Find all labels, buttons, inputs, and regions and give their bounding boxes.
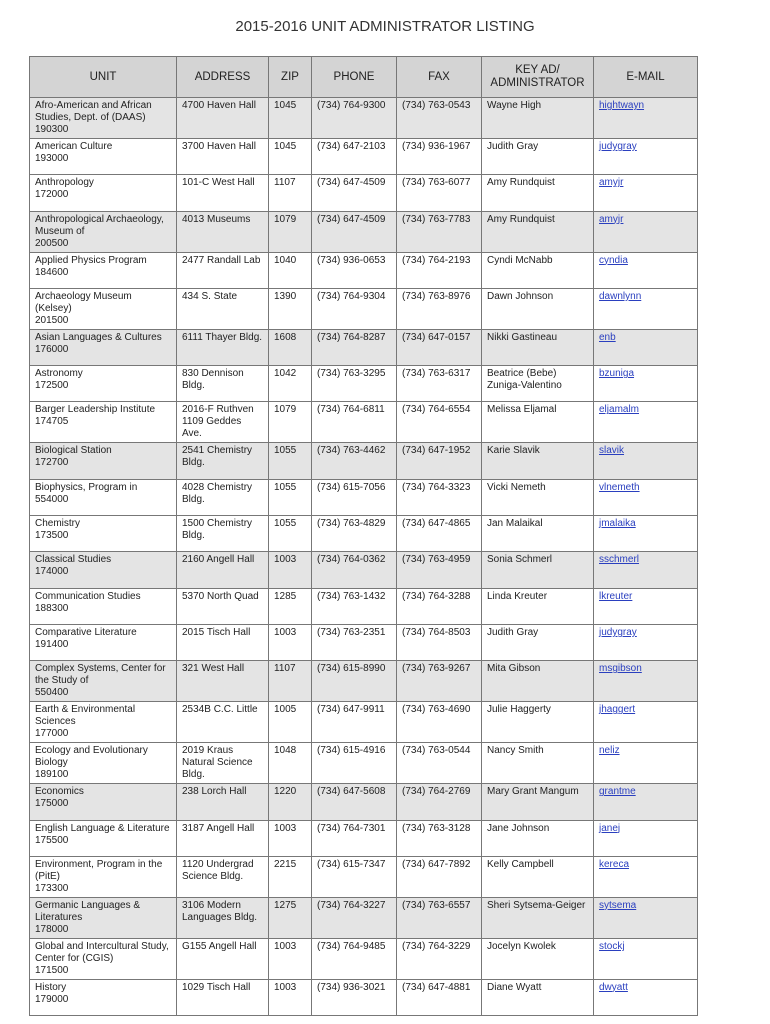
unit-code: 188300 xyxy=(35,602,69,614)
admin-cell: Jocelyn Kwolek xyxy=(482,938,594,979)
email-cell xyxy=(594,784,698,820)
email-link[interactable]: sytsema xyxy=(599,899,637,911)
table-row xyxy=(30,329,698,365)
unit-code: 175500 xyxy=(35,834,69,846)
email-cell xyxy=(594,820,698,856)
email-link[interactable]: amyjr xyxy=(599,213,624,225)
phone-cell: (734) 615-7056 xyxy=(312,479,397,515)
phone-cell: (734) 764-6811 xyxy=(312,402,397,443)
unit-name: Communication Studies xyxy=(35,590,141,602)
phone-cell: (734) 647-9911 xyxy=(312,702,397,743)
unit-cell xyxy=(30,175,177,211)
table-row xyxy=(30,820,698,856)
admin-cell: Jane Johnson xyxy=(482,820,594,856)
admin-cell: Sonia Schmerl xyxy=(482,552,594,588)
zip-cell: 1285 xyxy=(269,588,312,624)
table-row xyxy=(30,897,698,938)
col-header-zip: ZIP xyxy=(269,57,312,98)
unit-code: 178000 xyxy=(35,923,69,935)
address-cell: 321 West Hall xyxy=(177,661,269,702)
admin-cell: Sheri Sytsema-Geiger xyxy=(482,897,594,938)
fax-cell: (734) 763-0544 xyxy=(397,743,482,784)
unit-code: 184600 xyxy=(35,266,69,278)
unit-name: Comparative Literature xyxy=(35,626,137,638)
email-link[interactable]: grantme xyxy=(599,786,636,798)
zip-cell: 1045 xyxy=(269,98,312,139)
zip-cell: 1003 xyxy=(269,624,312,660)
unit-cell xyxy=(30,366,177,402)
address-cell: 238 Lorch Hall xyxy=(177,784,269,820)
fax-cell: (734) 936-1967 xyxy=(397,139,482,175)
unit-name: Global and Intercultural Study, Center for (CGIS) xyxy=(35,940,169,964)
phone-cell: (734) 647-4509 xyxy=(312,175,397,211)
email-link[interactable]: cyndia xyxy=(599,254,628,266)
email-link[interactable]: bzuniga xyxy=(599,368,635,380)
table-row xyxy=(30,252,698,288)
zip-cell: 1608 xyxy=(269,329,312,365)
unit-code: 172500 xyxy=(35,380,69,392)
zip-cell: 1079 xyxy=(269,402,312,443)
unit-name: Environment, Program in the (PitE) xyxy=(35,858,163,882)
fax-cell: (734) 764-3323 xyxy=(397,479,482,515)
unit-cell xyxy=(30,661,177,702)
email-link[interactable]: neliz xyxy=(599,745,620,757)
phone-cell: (734) 936-0653 xyxy=(312,252,397,288)
unit-code: 174000 xyxy=(35,566,69,578)
unit-code: 193000 xyxy=(35,153,69,164)
table-row xyxy=(30,552,698,588)
admin-cell: Julie Haggerty xyxy=(482,702,594,743)
table-row xyxy=(30,743,698,784)
table-row xyxy=(30,443,698,479)
email-link[interactable]: hightwayn xyxy=(599,100,645,111)
zip-cell: 1107 xyxy=(269,661,312,702)
fax-cell: (734) 647-1952 xyxy=(397,443,482,479)
unit-cell xyxy=(30,139,177,175)
address-cell: G155 Angell Hall xyxy=(177,938,269,979)
fax-cell: (734) 763-4959 xyxy=(397,552,482,588)
table-row xyxy=(30,288,698,329)
email-cell xyxy=(594,856,698,897)
zip-cell: 1003 xyxy=(269,552,312,588)
email-cell xyxy=(594,552,698,588)
address-cell: 434 S. State xyxy=(177,288,269,329)
unit-code: 550400 xyxy=(35,687,69,699)
email-cell xyxy=(594,443,698,479)
unit-code: 177000 xyxy=(35,728,69,740)
unit-cell xyxy=(30,588,177,624)
email-cell xyxy=(594,938,698,979)
unit-cell xyxy=(30,702,177,743)
unit-name: Barger Leadership Institute xyxy=(35,404,156,416)
address-cell: 1120 Undergrad Science Bldg. xyxy=(177,856,269,897)
col-header-unit: UNIT xyxy=(30,57,177,98)
unit-name: History xyxy=(35,981,67,993)
table-row xyxy=(30,938,698,979)
admin-cell: Nancy Smith xyxy=(482,743,594,784)
admin-cell: Karie Slavik xyxy=(482,443,594,479)
address-cell: 2016-F Ruthven 1109 Geddes Ave. xyxy=(177,402,269,443)
unit-cell xyxy=(30,938,177,979)
unit-cell xyxy=(30,252,177,288)
col-header-phone: PHONE xyxy=(312,57,397,98)
admin-cell: Diane Wyatt xyxy=(482,979,594,1015)
unit-name: Germanic Languages & Literatures xyxy=(35,899,141,923)
unit-code: 175000 xyxy=(35,798,69,810)
email-link[interactable]: sschmerl xyxy=(599,554,640,566)
email-cell xyxy=(594,479,698,515)
unit-cell xyxy=(30,856,177,897)
email-cell xyxy=(594,743,698,784)
zip-cell: 2215 xyxy=(269,856,312,897)
address-cell: 4013 Museums xyxy=(177,211,269,252)
zip-cell: 1003 xyxy=(269,820,312,856)
table-row xyxy=(30,402,698,443)
admin-cell: Dawn Johnson xyxy=(482,288,594,329)
unit-cell xyxy=(30,743,177,784)
fax-cell: (734) 764-6554 xyxy=(397,402,482,443)
email-cell xyxy=(594,588,698,624)
phone-cell: (734) 615-7347 xyxy=(312,856,397,897)
zip-cell: 1003 xyxy=(269,938,312,979)
fax-cell: (734) 763-3128 xyxy=(397,820,482,856)
admin-cell: Amy Rundquist xyxy=(482,211,594,252)
unit-cell xyxy=(30,98,177,139)
table-row xyxy=(30,211,698,252)
zip-cell: 1048 xyxy=(269,743,312,784)
fax-cell: (734) 647-7892 xyxy=(397,856,482,897)
zip-cell: 1107 xyxy=(269,175,312,211)
zip-cell: 1220 xyxy=(269,784,312,820)
email-link[interactable]: jhaggert xyxy=(599,704,636,716)
col-header-admin: KEY AD/ ADMINISTRATOR xyxy=(482,57,594,98)
phone-cell: (734) 763-2351 xyxy=(312,624,397,660)
admin-cell: Jan Malaikal xyxy=(482,516,594,552)
unit-cell xyxy=(30,479,177,515)
unit-name: Classical Studies xyxy=(35,554,112,566)
unit-code: 172000 xyxy=(35,189,69,201)
fax-cell: (734) 763-8976 xyxy=(397,288,482,329)
table-row xyxy=(30,702,698,743)
zip-cell: 1275 xyxy=(269,897,312,938)
phone-cell: (734) 764-9485 xyxy=(312,938,397,979)
address-cell: 1029 Tisch Hall xyxy=(177,979,269,1015)
address-cell: 2477 Randall Lab xyxy=(177,252,269,288)
unit-code: 174705 xyxy=(35,416,69,428)
col-header-email: E-MAIL xyxy=(594,57,698,98)
email-link[interactable]: msgibson xyxy=(599,663,642,675)
fax-cell: (734) 764-2193 xyxy=(397,252,482,288)
admin-cell: Linda Kreuter xyxy=(482,588,594,624)
admin-cell: Kelly Campbell xyxy=(482,856,594,897)
fax-cell: (734) 763-4690 xyxy=(397,702,482,743)
table-row xyxy=(30,856,698,897)
phone-cell: (734) 936-3021 xyxy=(312,979,397,1015)
email-link[interactable]: janej xyxy=(599,822,621,834)
unit-name: Asian Languages & Cultures xyxy=(35,331,162,343)
fax-cell: (734) 763-6557 xyxy=(397,897,482,938)
fax-cell: (734) 647-4865 xyxy=(397,516,482,552)
unit-cell xyxy=(30,979,177,1015)
zip-cell: 1390 xyxy=(269,288,312,329)
unit-name: Ecology and Evolutionary Biology xyxy=(35,745,148,769)
unit-cell xyxy=(30,624,177,660)
table-row xyxy=(30,139,698,175)
address-cell: 101-C West Hall xyxy=(177,175,269,211)
unit-name: Complex Systems, Center for the Study of xyxy=(35,663,166,687)
email-cell xyxy=(594,402,698,443)
fax-cell: (734) 763-0543 xyxy=(397,98,482,139)
table-row xyxy=(30,979,698,1015)
email-cell xyxy=(594,211,698,252)
address-cell: 5370 North Quad xyxy=(177,588,269,624)
fax-cell: (734) 647-0157 xyxy=(397,329,482,365)
address-cell: 3106 Modern Languages Bldg. xyxy=(177,897,269,938)
admin-cell: Judith Gray xyxy=(482,624,594,660)
unit-code: 173500 xyxy=(35,530,69,542)
address-cell: 2015 Tisch Hall xyxy=(177,624,269,660)
unit-name: Archaeology Museum (Kelsey) xyxy=(35,290,132,314)
unit-code: 201500 xyxy=(35,314,69,326)
col-header-fax: FAX xyxy=(397,57,482,98)
address-cell: 830 Dennison Bldg. xyxy=(177,366,269,402)
unit-code: 176000 xyxy=(35,343,69,355)
table-row xyxy=(30,479,698,515)
email-cell xyxy=(594,175,698,211)
unit-code: 200500 xyxy=(35,237,69,249)
admin-cell: Mary Grant Mangum xyxy=(482,784,594,820)
email-cell xyxy=(594,516,698,552)
phone-cell: (734) 763-4829 xyxy=(312,516,397,552)
address-cell: 4700 Haven Hall xyxy=(177,98,269,139)
unit-code: 173300 xyxy=(35,882,69,894)
table-row xyxy=(30,366,698,402)
phone-cell: (734) 647-5608 xyxy=(312,784,397,820)
unit-cell xyxy=(30,329,177,365)
zip-cell: 1045 xyxy=(269,139,312,175)
admin-cell: Nikki Gastineau xyxy=(482,329,594,365)
unit-cell xyxy=(30,552,177,588)
unit-name: American Culture xyxy=(35,141,113,152)
admin-cell: Judith Gray xyxy=(482,139,594,175)
fax-cell: (734) 764-2769 xyxy=(397,784,482,820)
email-link[interactable]: jmalaika xyxy=(599,518,636,530)
unit-cell xyxy=(30,443,177,479)
admin-cell: Beatrice (Bebe) Zuniga-Valentino xyxy=(482,366,594,402)
zip-cell: 1055 xyxy=(269,443,312,479)
unit-cell xyxy=(30,784,177,820)
address-cell: 2019 Kraus Natural Science Bldg. xyxy=(177,743,269,784)
zip-cell: 1042 xyxy=(269,366,312,402)
unit-code: 189100 xyxy=(35,769,69,781)
header-row xyxy=(30,57,698,98)
unit-code: 191400 xyxy=(35,638,69,650)
table-row xyxy=(30,624,698,660)
table-row xyxy=(30,175,698,211)
email-cell xyxy=(594,98,698,139)
unit-cell xyxy=(30,820,177,856)
phone-cell: (734) 763-4462 xyxy=(312,443,397,479)
email-link[interactable]: enb xyxy=(599,331,616,343)
email-cell xyxy=(594,897,698,938)
table-row xyxy=(30,588,698,624)
admin-cell: Amy Rundquist xyxy=(482,175,594,211)
unit-cell xyxy=(30,288,177,329)
email-link[interactable]: lkreuter xyxy=(599,590,633,602)
unit-name: Biological Station xyxy=(35,445,112,457)
email-link[interactable]: stockj xyxy=(599,940,625,952)
unit-cell xyxy=(30,897,177,938)
phone-cell: (734) 615-4916 xyxy=(312,743,397,784)
unit-code: 190300 xyxy=(35,124,69,135)
email-cell xyxy=(594,979,698,1015)
admin-cell: Melissa Eljamal xyxy=(482,402,594,443)
table-row xyxy=(30,98,698,139)
fax-cell: (734) 764-3229 xyxy=(397,938,482,979)
phone-cell: (734) 764-9300 xyxy=(312,98,397,139)
phone-cell: (734) 764-9304 xyxy=(312,288,397,329)
phone-cell: (734) 647-2103 xyxy=(312,139,397,175)
col-header-address: ADDRESS xyxy=(177,57,269,98)
unit-name: Anthropological Archaeology, Museum of xyxy=(35,213,164,237)
address-cell: 2160 Angell Hall xyxy=(177,552,269,588)
unit-name: Chemistry xyxy=(35,518,81,530)
table-row xyxy=(30,661,698,702)
table-row xyxy=(30,516,698,552)
unit-code: 554000 xyxy=(35,493,69,505)
zip-cell: 1003 xyxy=(269,979,312,1015)
email-cell xyxy=(594,702,698,743)
zip-cell: 1005 xyxy=(269,702,312,743)
email-cell xyxy=(594,624,698,660)
table-row xyxy=(30,784,698,820)
unit-name: Anthropology xyxy=(35,177,94,189)
address-cell: 1500 Chemistry Bldg. xyxy=(177,516,269,552)
phone-cell: (734) 764-7301 xyxy=(312,820,397,856)
unit-cell xyxy=(30,211,177,252)
phone-cell: (734) 647-4509 xyxy=(312,211,397,252)
unit-name: Economics xyxy=(35,786,84,798)
email-cell xyxy=(594,139,698,175)
email-cell xyxy=(594,329,698,365)
zip-cell: 1079 xyxy=(269,211,312,252)
unit-name: Astronomy xyxy=(35,368,83,380)
address-cell: 3187 Angell Hall xyxy=(177,820,269,856)
fax-cell: (734) 763-6317 xyxy=(397,366,482,402)
unit-code: 171500 xyxy=(35,964,69,976)
phone-cell: (734) 764-8287 xyxy=(312,329,397,365)
address-cell: 3700 Haven Hall xyxy=(177,139,269,175)
admin-cell: Mita Gibson xyxy=(482,661,594,702)
email-link[interactable]: eljamalm xyxy=(599,404,640,416)
email-link[interactable]: slavik xyxy=(599,445,625,457)
unit-code: 172700 xyxy=(35,457,69,469)
zip-cell: 1040 xyxy=(269,252,312,288)
email-link[interactable]: kereca xyxy=(599,858,630,870)
fax-cell: (734) 764-8503 xyxy=(397,624,482,660)
email-link[interactable]: vlnemeth xyxy=(599,481,640,493)
unit-admin-table xyxy=(29,56,698,1016)
address-cell: 6111 Thayer Bldg. xyxy=(177,329,269,365)
fax-cell: (734) 763-6077 xyxy=(397,175,482,211)
email-cell xyxy=(594,252,698,288)
address-cell: 2534B C.C. Little xyxy=(177,702,269,743)
email-cell xyxy=(594,288,698,329)
address-cell: 4028 Chemistry Bldg. xyxy=(177,479,269,515)
unit-name: Biophysics, Program in xyxy=(35,481,138,493)
zip-cell: 1055 xyxy=(269,516,312,552)
admin-cell: Cyndi McNabb xyxy=(482,252,594,288)
unit-name: Earth & Environmental Sciences xyxy=(35,704,136,728)
zip-cell: 1055 xyxy=(269,479,312,515)
unit-name: Afro-American and African Studies, Dept. of (DAAS) xyxy=(35,100,152,123)
email-cell xyxy=(594,366,698,402)
unit-name: Applied Physics Program xyxy=(35,254,147,266)
fax-cell: (734) 647-4881 xyxy=(397,979,482,1015)
fax-cell: (734) 763-7783 xyxy=(397,211,482,252)
email-link[interactable]: judygray xyxy=(599,626,637,638)
admin-cell: Wayne High xyxy=(482,98,594,139)
fax-cell: (734) 764-3288 xyxy=(397,588,482,624)
email-link[interactable]: judygray xyxy=(599,141,637,152)
phone-cell: (734) 763-1432 xyxy=(312,588,397,624)
email-link[interactable]: amyjr xyxy=(599,177,624,189)
phone-cell: (734) 764-0362 xyxy=(312,552,397,588)
unit-cell xyxy=(30,402,177,443)
page-title: 2015-2016 UNIT ADMINISTRATOR LISTING xyxy=(235,18,535,35)
fax-cell: (734) 763-9267 xyxy=(397,661,482,702)
unit-name: English Language & Literature xyxy=(35,822,170,834)
address-cell: 2541 Chemistry Bldg. xyxy=(177,443,269,479)
phone-cell: (734) 615-8990 xyxy=(312,661,397,702)
unit-cell xyxy=(30,516,177,552)
admin-cell: Vicki Nemeth xyxy=(482,479,594,515)
email-link[interactable]: dawnlynn xyxy=(599,290,642,302)
phone-cell: (734) 763-3295 xyxy=(312,366,397,402)
phone-cell: (734) 764-3227 xyxy=(312,897,397,938)
email-link[interactable]: dwyatt xyxy=(599,981,628,993)
unit-code: 179000 xyxy=(35,993,69,1005)
email-cell xyxy=(594,661,698,702)
